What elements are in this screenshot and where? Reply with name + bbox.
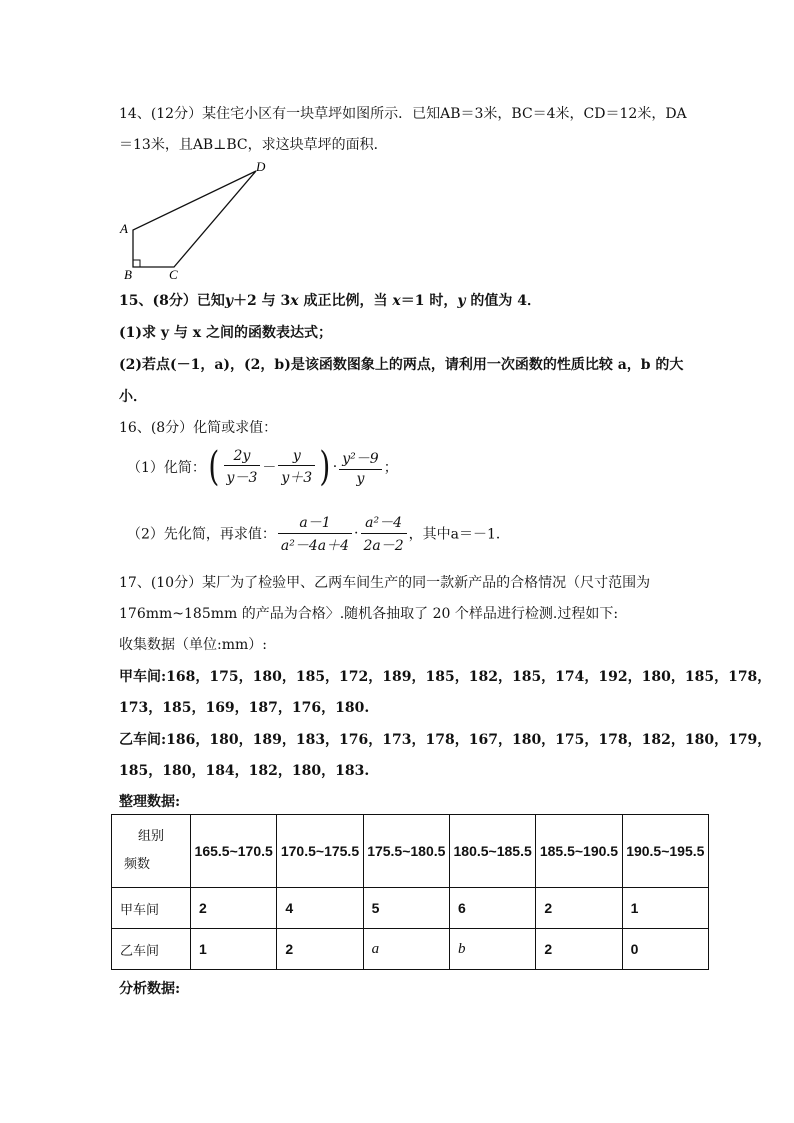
q16-p1-label: （1）化简：	[127, 460, 206, 476]
range-header: 165.5~170.5	[191, 815, 277, 888]
q15-var-y2: y	[457, 293, 466, 309]
range-header: 175.5~180.5	[363, 815, 449, 888]
range-header: 170.5~175.5	[277, 815, 363, 888]
p1-end: ；	[383, 460, 398, 476]
q16-part2	[127, 512, 510, 555]
fraction-a2-minus-4-over-2a-minus-2	[361, 512, 407, 555]
table-cell-unknown-a: a	[363, 929, 449, 970]
q15-text-c: 成正比例，当	[298, 293, 393, 309]
label-d: D	[256, 159, 266, 174]
q15-text-d: ＝1 时，	[400, 293, 458, 309]
q17-analyze-label: 分析数据:	[119, 981, 181, 997]
range-header: 185.5~190.5	[536, 815, 622, 888]
multiply-dot: ·	[332, 459, 338, 475]
table-cell: 0	[622, 929, 708, 970]
right-angle-mark	[133, 260, 140, 267]
q15-text-e: 的值为 4．	[465, 293, 541, 309]
table-cell: 6	[449, 888, 535, 929]
table-row	[112, 888, 709, 929]
fraction-a-minus-1-over-quadratic	[278, 512, 352, 555]
fraction-y2-minus-9-over-y	[339, 448, 381, 487]
q15-part2-cont: 小．	[119, 389, 147, 405]
q14-line2: ＝13米，且AB⊥BC，求这块草坪的面积．	[119, 137, 388, 153]
label-c: C	[169, 267, 178, 282]
q17-jia-line2: 173，185，169，187，176，180.	[119, 700, 370, 716]
table-row	[112, 929, 709, 970]
corner-cell	[112, 815, 191, 888]
numerator: a²－4	[361, 512, 407, 534]
q15-part2: (2)若点(－1，a)，(2，b)是该函数图象上的两点，请利用一次函数的性质比较 a，b 的大	[119, 357, 684, 373]
table-header-row	[112, 815, 709, 888]
q15-var-y: y	[224, 293, 233, 309]
q15-text-a: 15、(8分）已知	[119, 293, 225, 309]
q15-text-b: ＋2 与 3	[233, 293, 291, 309]
q17-organize-label: 整理数据:	[119, 794, 181, 810]
figure-polygon	[133, 171, 256, 267]
numerator: y²－9	[339, 448, 381, 470]
label-a: A	[120, 221, 128, 236]
range-header: 190.5~195.5	[622, 815, 708, 888]
table-cell: 5	[363, 888, 449, 929]
p2-end: ，其中a＝－1．	[408, 526, 510, 543]
denominator: y－3	[226, 469, 258, 486]
right-paren: )	[319, 444, 331, 490]
table-cell: 4	[277, 888, 363, 929]
denominator: 2a－2	[363, 538, 404, 554]
numerator: y	[278, 448, 315, 466]
q17-collect-label: 收集数据（单位:mm）:	[119, 637, 267, 653]
denominator: y＋3	[281, 469, 313, 486]
q17-yi-line1: 乙车间:186，180，189，183，176，173，178，167，180，175，178，182，180，179，	[119, 732, 772, 748]
q15-line1	[119, 290, 541, 310]
numerator: 2y	[224, 448, 261, 466]
q14-line1: 14、(12分）某住宅小区有一块草坪如图所示．已知AB＝3米，BC＝4米，CD＝12米，DA	[119, 106, 687, 122]
q16-p2-label: （2）先化简，再求值：	[127, 526, 276, 543]
minus-sign: －	[262, 460, 277, 476]
table-cell: 2	[277, 929, 363, 970]
row-label: 乙车间	[112, 929, 191, 970]
label-b: B	[124, 267, 132, 282]
table-cell-unknown-b: b	[449, 929, 535, 970]
table-cell: 1	[622, 888, 708, 929]
q14-quadrilateral-figure	[114, 155, 274, 285]
corner-top: 组别	[138, 829, 165, 844]
q15-var-x: x	[290, 293, 299, 309]
q17-line2: 176mm~185mm 的产品为合格〉.随机各抽取了 20 个样品进行检测.过程如下:	[119, 606, 619, 622]
q17-yi-line2: 185，180，184，182，180，183.	[119, 763, 370, 779]
frequency-table	[111, 814, 709, 970]
table-cell: 1	[191, 929, 277, 970]
corner-bottom: 频数	[124, 857, 151, 872]
q15-part1: (1)求 y 与 x 之间的函数表达式；	[119, 325, 332, 341]
fraction-y-over-y-plus-3	[278, 448, 315, 487]
numerator: a－1	[278, 512, 352, 534]
q17-line1: 17、(10分）某厂为了检验甲、乙两车间生产的同一款新产品的合格情况（尺寸范围为	[119, 575, 651, 591]
denominator: y	[356, 470, 365, 487]
left-paren: (	[208, 444, 220, 490]
q15-var-x2: x	[392, 293, 401, 309]
table-cell: 2	[191, 888, 277, 929]
multiply-dot: ·	[354, 525, 359, 542]
table-cell: 2	[536, 888, 622, 929]
table-cell: 2	[536, 929, 622, 970]
denominator: a²－4a＋4	[280, 538, 350, 554]
fraction-2y-over-y-minus-3	[224, 448, 261, 487]
q17-jia-line1: 甲车间:168，175，180，185，172，189，185，182，185，174，192，180，185，178，	[119, 669, 772, 685]
q16-line1: 16、(8分）化简或求值：	[119, 420, 278, 436]
range-header: 180.5~185.5	[449, 815, 535, 888]
q16-part1	[127, 444, 398, 490]
row-label: 甲车间	[112, 888, 191, 929]
